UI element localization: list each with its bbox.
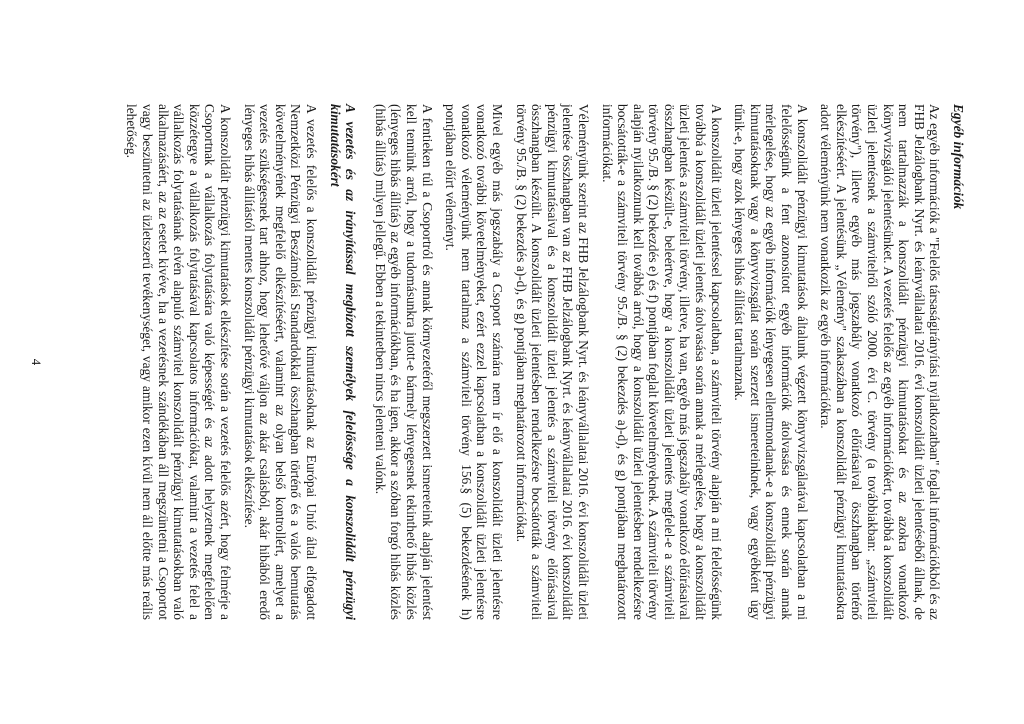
document-page <box>0 42 1024 682</box>
paragraph: A vezetés felelős a konszolidált pénzügyi kimutatásoknak az Európai Unió által elfogadott Nemzetközi Pénzügyi Beszámolási Standardokkal összhangban történő és a valós bemutatás követelményének megfelelő elkészítéséért, valamint az olyan belső kontrollért, amelyet a vezetés szükségesnek tart ahhoz, hogy lehetővé váljon az akár csalásból, akár hibából eredő lényeges hibás állítástól mentes konszolidált pénzügyi kimutatások elkészítése. <box>241 104 320 620</box>
section-title-management-responsibility: A vezetés és az irányítással megbízott személyek felelőssége a konszolidált pénzügyi kimutatásokért <box>327 104 359 620</box>
paragraph: A konszolidált pénzügyi kimutatások általunk végzett könyvvizsgálatával kapcsolatban a mi felelősségünk a fent azonosított egyéb információk átolvasása és ennek során annak mérlegelése, hogy az egyéb információk lényegesen ellentmondanak-e a konszolidált pénzügyi kimutatásoknak vagy a könyvvizsgálat során szerzett ismereteinknek, vagy egyébként úgy tűnik-e, hogy azok lényeges hibás állítást tartalmaznak. <box>732 104 810 620</box>
page-number: 4 <box>28 358 44 366</box>
section-title-other-information: Egyéb információk <box>951 104 966 210</box>
paragraph: Az egyéb információk a "Felelős társaságirányítási nyilatkozatban" foglalt információkból és az FHB Jelzálogbank Nyrt. és leányvállalatai 2016. évi konszolidált üzleti jelentéséből állnak, de nem tartalmazzák a konszolidált pénzügyi kimutatásokat és az azokra vonatkozó könyvvizsgálói jelentésünket. A vezetés felelős az egyéb információkért, továbbá a konszolidált üzleti jelentésnek a számvitelről szóló 2000. évi C. törvény (a továbbiakban: „számviteli törvény"), illetve egyéb más jogszabály vonatkozó előírásaival összhangban történő elkészítéséért. A jelentésünk „Vélemény" szakaszában a konszolidált pénzügyi kimutatásokra adott véleményünk nem vonatkozik az egyéb információkra. <box>818 104 943 620</box>
paragraph: A konszolidált pénzügyi kimutatások elkészítése során a vezetés felelős azért, hogy felmérje a Csoportnak a vállalkozás folytatására való képességét és az adott helyzetnek megfelelően közzétegye a vállalkozás folytatásával kapcsolatos információkat, valamint a vezetés felel a vállalkozás folytatásának elvén alapuló számvitel konszolidált pénzügyi kimutatásokban való alkalmazásáért, az az esetet kivéve, ha a vezetésnek szándékában áll megszüntetni a Csoportot vagy beszüntetni az üzletszerű tevékenységet, vagy amikor ezen kívül nem áll előtte más reális lehetőség. <box>124 104 234 620</box>
paragraph: A fentieken túl a Csoportról és annak környezetéről megszerzett ismereteink alapján jelentést kell tennünk arról, hogy a tudomásunkra jutott-e bármely lényegesnek tekinthető hibás közlés (lényeges hibás állítás) az egyéb információkban, és ha igen, akkor a szóban forgó hibás közlés (hibás állítás) milyen jellegű. Ebben a tekintetben nincs jelenteni valónk. <box>372 104 435 620</box>
paragraph: A konszolidált üzleti jelentéssel kapcsolatban, a számviteli törvény alapján a mi felelősségünk továbbá a konszolidált üzleti jelentés átolvasása során annak a mérlegelése, hogy a konszolidált üzleti jelentés a számviteli törvény, illetve, ha van, egyéb más jogszabály vonatkozó előírásaival összhangban készült-e, beleértve, hogy a konszolidált üzleti jelentés megfelel-e a számviteli törvény 95./B. § (2) bekezdés e) és f) pontjában foglalt követelményeknek. A számviteli törvény alapján nyilatkoznunk kell továbbá arról, hogy a konszolidált üzleti jelentésben rendelkezésre bocsátották-e a számviteli törvény 95./B. § (2) bekezdés a)-d), és g) pontjában meghatározott információkat. <box>599 104 724 620</box>
paragraph: Véleményünk szerint az FHB Jelzálogbank Nyrt. és leányvállalatai 2016. évi konszolidált üzleti jelentése összhangban van az FHB Jelzálogbank Nyrt. és leányvállalatai 2016. évi konszolidált pénzügyi kimutatásaival és a konszolidált üzleti jelentés a számviteli törvény előírásaival összhangban készült. A konszolidált üzleti jelentésben rendelkezésre bocsátották a számviteli törvény 95./B. § (2) bekezdés a)-d), és g) pontjában meghatározott információkat. <box>513 104 591 620</box>
paragraph: Mivel egyéb más jogszabály a Csoport számára nem ír elő a konszolidált üzleti jelentésre vonatkozó további követelményeket, ezért ezzel kapcsolatban a konszolidált üzleti jelentésre vonatkozó véleményünk nem tartalmaz a számviteli törvény 156.§ (5) bekezdésének h) pontjában előírt véleményt. <box>443 104 505 620</box>
